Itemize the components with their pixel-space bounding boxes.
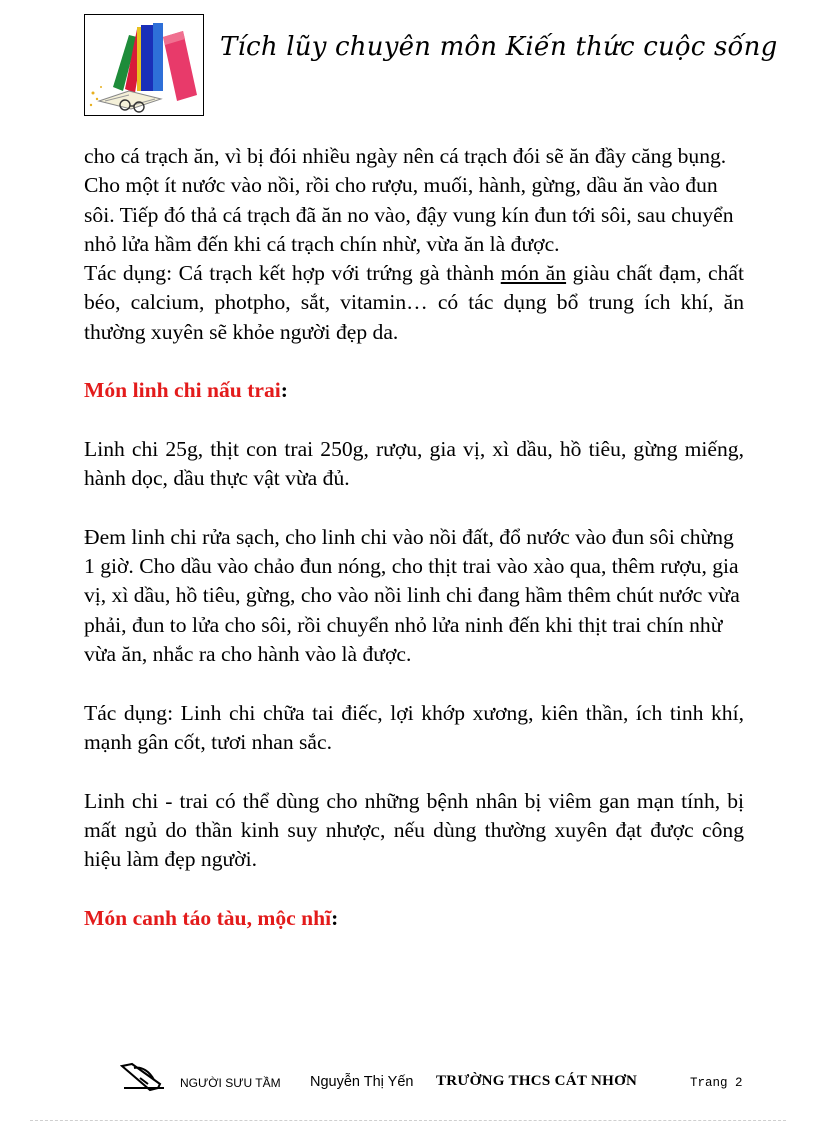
heading-1-text: Món linh chi nấu trai — [84, 378, 281, 403]
paragraph-6: Linh chi - trai có thể dùng cho những bệnh nhân bị viêm gan mạn tính, bị mất ngủ do thần kinh suy nhược, nếu dùng thường xuyên đạt được công hiệu làm đẹp người. — [84, 788, 744, 872]
section-heading-1 — [84, 376, 744, 405]
paragraph-2-start: Tác dụng: Cá trạch kết hợp với trứng gà thành — [84, 261, 501, 286]
header-title: Tích lũy chuyên môn Kiến thức cuộc sống — [220, 32, 778, 62]
paragraph-1: cho cá trạch ăn, vì bị đói nhiều ngày nên cá trạch đói sẽ ăn đầy căng bụng. Cho một ít nước vào nồi, rồi cho rượu, muối, hành, gừng, dầu ăn vào đun sôi. Tiếp đó thả cá trạch đã ăn no vào, đậy vung kín đun tới sôi, sau chuyển nhỏ lửa hầm đến khi cá trạch chín nhừ, vừa ăn là được. — [84, 144, 734, 256]
paragraph-3: Linh chi 25g, thịt con trai 250g, rượu, gia vị, xì dầu, hồ tiêu, gừng miếng, hành dọc, dầu thực vật vừa đủ. — [84, 436, 744, 491]
heading-1-colon: : — [280, 378, 288, 403]
books-icon — [84, 14, 204, 116]
footer-school-name: TRƯỜNG THCS CÁT NHƠN — [436, 1073, 638, 1089]
section-heading-2 — [84, 904, 744, 933]
page-number: Trang 2 — [690, 1076, 743, 1090]
footer-role: NGƯỜI SƯU TẦM — [180, 1076, 281, 1090]
page-footer — [120, 1058, 760, 1098]
paragraph-2-end: giàu chất đạm, chất béo, calcium, photpho, sắt, vitamin… có tác dụng bổ trung ích khí, ăn thường xuyên sẽ khỏe người đẹp da. — [84, 261, 744, 344]
heading-2-colon: : — [331, 905, 339, 930]
paragraph-5: Tác dụng: Linh chi chữa tai điếc, lợi khớp xương, kiên thần, ích tinh khí, mạnh gân cốt, tươi nhan sắc. — [84, 700, 744, 754]
document-body — [84, 142, 744, 933]
quill-pen-icon — [120, 1062, 166, 1092]
heading-2-text: Món canh táo tàu, mộc nhĩ — [84, 905, 332, 930]
mon-an-link[interactable]: món ăn — [500, 261, 567, 286]
paragraph-2 — [84, 259, 744, 347]
page-bottom-divider — [30, 1120, 786, 1121]
paragraph-4: Đem linh chi rửa sạch, cho linh chi vào nồi đất, đổ nước vào đun sôi chừng 1 giờ. Cho dầu vào chảo đun nóng, cho thịt trai vào xào qua, thêm rượu, gia vị, xì dầu, hồ tiêu, gừng, cho vào nồi linh chi đang hầm thêm chút nước vừa phải, đun to lửa cho sôi, rồi chuyển nhỏ lửa ninh đến khi thịt trai chín nhừ vừa ăn, nhắc ra cho hành vào là được. — [84, 524, 740, 667]
footer-author-name: Nguyễn Thị Yến — [310, 1074, 414, 1090]
